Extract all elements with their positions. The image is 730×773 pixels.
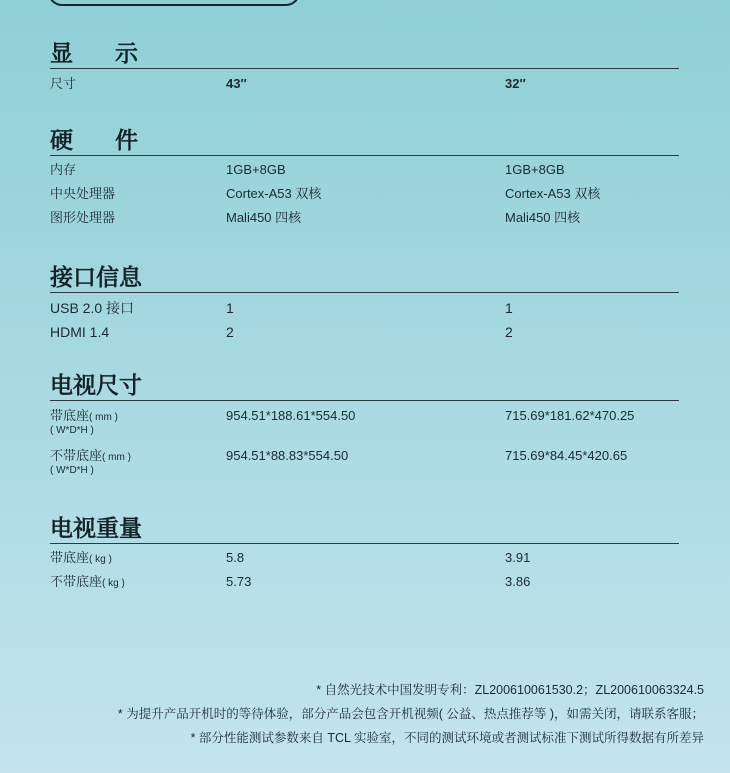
- spec-value-32: Mali450 四核: [505, 210, 581, 225]
- section-ports: [50, 262, 679, 344]
- spec-label: 中央处理器: [50, 186, 116, 201]
- spec-value-32: 3.86: [505, 574, 531, 589]
- spec-value-32: Cortex-A53 双核: [505, 186, 601, 201]
- section-weight: [50, 513, 679, 594]
- spec-value-32: 3.91: [505, 550, 531, 565]
- spec-label-unit: ( kg ): [89, 554, 112, 565]
- section-title-ports: 接口信息: [50, 262, 679, 293]
- spec-label-text: 不带底座: [50, 448, 103, 463]
- spec-label-text: 不带底座: [50, 574, 103, 589]
- spec-label-unit: ( kg ): [102, 578, 125, 589]
- spec-value-43: 1: [226, 300, 234, 316]
- spec-label-text: 带底座: [50, 550, 90, 565]
- spec-label-sub: ( W*D*H ): [50, 425, 94, 436]
- top-pill-outline: [48, 0, 300, 6]
- footnote-test-data: * 部分性能测试参数来自 TCL 实验室，不同的测试环境或者测试标准下测试所得数据有所差异: [190, 731, 704, 745]
- spec-row-dim-with-stand: [50, 404, 679, 444]
- footnote-boot-video: * 为提升产品开机时的等待体验，部分产品会包含开机视频( 公益、热点推荐等 )，如需关闭，请联系客服；: [117, 707, 704, 721]
- spec-row-hdmi: [50, 320, 679, 344]
- spec-value-43: 2: [226, 324, 234, 340]
- spec-row-memory: [50, 158, 679, 182]
- spec-value-43: Cortex-A53 双核: [226, 186, 322, 201]
- spec-row-weight-with-stand: [50, 546, 679, 570]
- spec-label: 图形处理器: [50, 210, 116, 225]
- spec-label-unit: ( mm ): [102, 452, 131, 463]
- spec-value-32: 715.69*84.45*420.65: [505, 448, 628, 463]
- spec-row-size: [50, 72, 679, 96]
- spec-label: USB 2.0 接口: [50, 300, 135, 316]
- spec-value-32: 2: [505, 324, 513, 340]
- spec-label-text: 带底座: [50, 408, 90, 423]
- section-hardware: [50, 125, 679, 230]
- spec-label-unit: ( mm ): [89, 412, 118, 423]
- spec-label: 内存: [50, 162, 77, 177]
- spec-value-43: 954.51*88.83*554.50: [226, 448, 349, 463]
- section-title-dimensions: 电视尺寸: [50, 370, 679, 401]
- spec-label: 尺寸: [50, 76, 77, 91]
- spec-label: [50, 546, 112, 572]
- spec-value-32: 715.69*181.62*470.25: [505, 408, 635, 423]
- spec-value-32: 1GB+8GB: [505, 162, 565, 177]
- footnotes: [118, 678, 704, 750]
- spec-value-32: 1: [505, 300, 513, 316]
- section-title-display: 显示: [50, 38, 679, 69]
- spec-value-43: Mali450 四核: [226, 210, 302, 225]
- spec-row-dim-without-stand: [50, 444, 679, 484]
- spec-value-32: 32″: [505, 76, 526, 91]
- spec-value-43: 1GB+8GB: [226, 162, 286, 177]
- footnote-patent: * 自然光技术中国发明专利：ZL200610061530.2；ZL200610063324.5: [316, 683, 704, 697]
- spec-label: HDMI 1.4: [50, 324, 110, 340]
- spec-row-weight-without-stand: [50, 570, 679, 594]
- spec-label: [50, 570, 125, 596]
- section-display: [50, 38, 679, 96]
- spec-value-43: 5.73: [226, 574, 252, 589]
- section-title-hardware: 硬件: [50, 125, 679, 156]
- spec-row-usb: [50, 296, 679, 320]
- spec-row-cpu: [50, 182, 679, 206]
- spec-value-43: 5.8: [226, 550, 245, 565]
- spec-row-gpu: [50, 206, 679, 230]
- spec-value-43: 43″: [226, 76, 247, 91]
- section-dimensions: [50, 370, 679, 484]
- section-title-weight: 电视重量: [50, 513, 679, 544]
- spec-label-sub: ( W*D*H ): [50, 465, 94, 476]
- spec-value-43: 954.51*188.61*554.50: [226, 408, 356, 423]
